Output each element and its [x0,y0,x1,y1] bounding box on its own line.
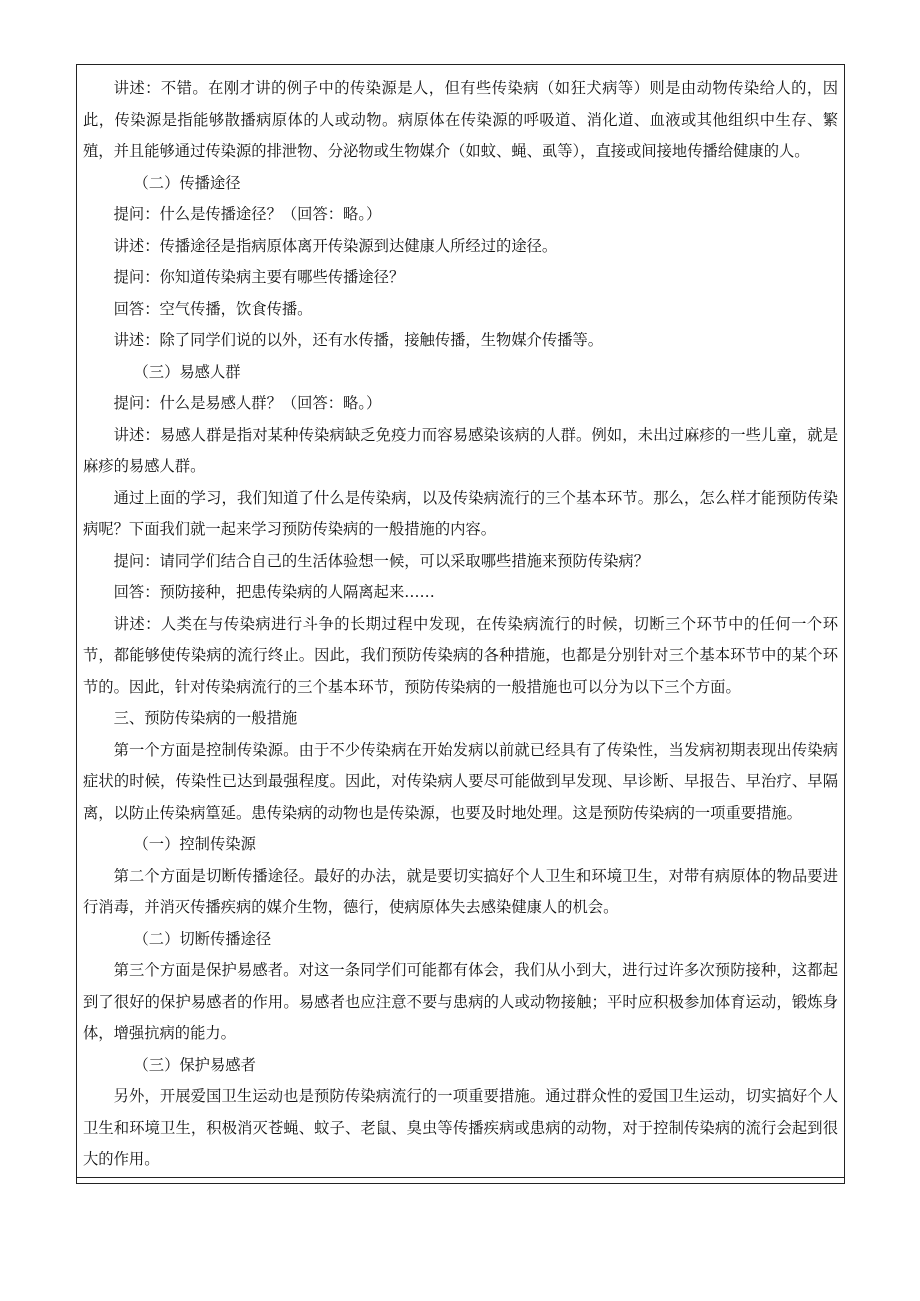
lesson-text [83,73,838,1176]
paragraph: 提问：什么是传播途径？（回答：略。） [113,205,382,223]
paragraph: 第三个方面是保护易感者。对这一条同学们可能都有体会，我们从小到大，进行过许多次预防接种，这都起到了很好的保护易感者的作用。易感者也应注意不要与患病的人或动物接触；平时应积极参加体育运动，锻炼身体，增强抗病的能力。 [83,961,838,1042]
paragraph: 提问：你知道传染病主要有哪些传播途径？ [113,268,405,286]
section-heading: （三）易感人群 [133,362,241,381]
paragraph: 提问：什么是易感人群？（回答：略。） [113,394,382,412]
paragraph: 讲述：除了同学们说的以外，还有水传播，接触传播，生物媒介传播等。 [113,331,604,349]
section-heading: （二）切断传播途径 [133,929,272,948]
paragraph: 回答：预防接种，把患传染病的人隔离起来…… [113,583,435,601]
paragraph: 回答：空气传播，饮食传播。 [113,299,313,318]
paragraph: 讲述：人类在与传染病进行斗争的长期过程中发现，在传染病流行的时候，切断三个环节中的任何一个环节，都能够使传染病的流行终止。因此，我们预防传染病的各种措施，也都是分别针对三个基本环节中的某个环节的。因此，针对传染病流行的三个基本环节，预防传染病的一般措施也可以分为以下三个方面。 [83,614,838,696]
paragraph: 提问：请同学们结合自己的生活体验想一候，可以采取哪些措施来预防传染病？ [113,551,649,570]
paragraph: 通过上面的学习，我们知道了什么是传染病，以及传染病流行的三个基本环节。那么，怎么样才能预防传染病呢？下面我们就一起来学习预防传染病的一般措施的内容。 [83,488,838,538]
paragraph: 讲述：传播途径是指病原体离开传染源到达健康人所经过的途径。 [113,236,558,255]
lesson-plan-table-cell [76,64,845,1184]
section-heading: （三）保护易感者 [133,1055,256,1074]
paragraph: 讲述：不错。在刚才讲的例子中的传染源是人，但有些传染病（如狂犬病等）则是由动物传染给人的，因此，传染源是指能够散播病原体的人或动物。病原体在传染源的呼吸道、消化道、血液或其他组织中生存、繁殖，并且能够通过传染源的排泄物、分泌物或生物媒介（如蚊、蝇、虱等），直接或间接地传播给健康的人。 [83,79,838,160]
paragraph: 另外，开展爱国卫生运动也是预防传染病流行的一项重要措施。通过群众性的爱国卫生运动，切实搞好个人卫生和环境卫生，积极消灭苍蝇、蚊子、老鼠、臭虫等传播疾病或患病的动物，对于控制传染病的流行会起到很大的作用。 [83,1087,838,1168]
paragraph: 第一个方面是控制传染源。由于不少传染病在开始发病以前就已经具有了传染性，当发病初期表现出传染病症状的时候，传染性已达到最强程度。因此，对传染病人要尽可能做到早发现、早诊断、早报告、早治疗、早隔离，以防止传染病篁延。患传染病的动物也是传染源，也要及时地处理。这是预防传染病的一项重要措施。 [83,740,838,822]
paragraph: 第二个方面是切断传播途径。最好的办法，就是要切实搞好个人卫生和环境卫生，对带有病原体的物品要进行消毒，并消灭传播疾病的媒介生物，德行，使病原体失去感染健康人的机会。 [83,866,838,916]
paragraph: 讲述：易感人群是指对某种传染病缺乏免疫力而容易感染该病的人群。例如，未出过麻疹的一些儿童，就是麻疹的易感人群。 [83,425,838,475]
section-heading: （一）控制传染源 [133,835,256,853]
section-heading: （二）传播途径 [133,173,241,192]
table-divider [77,1177,844,1178]
paragraph: 三、预防传染病的一般措施 [113,709,298,727]
